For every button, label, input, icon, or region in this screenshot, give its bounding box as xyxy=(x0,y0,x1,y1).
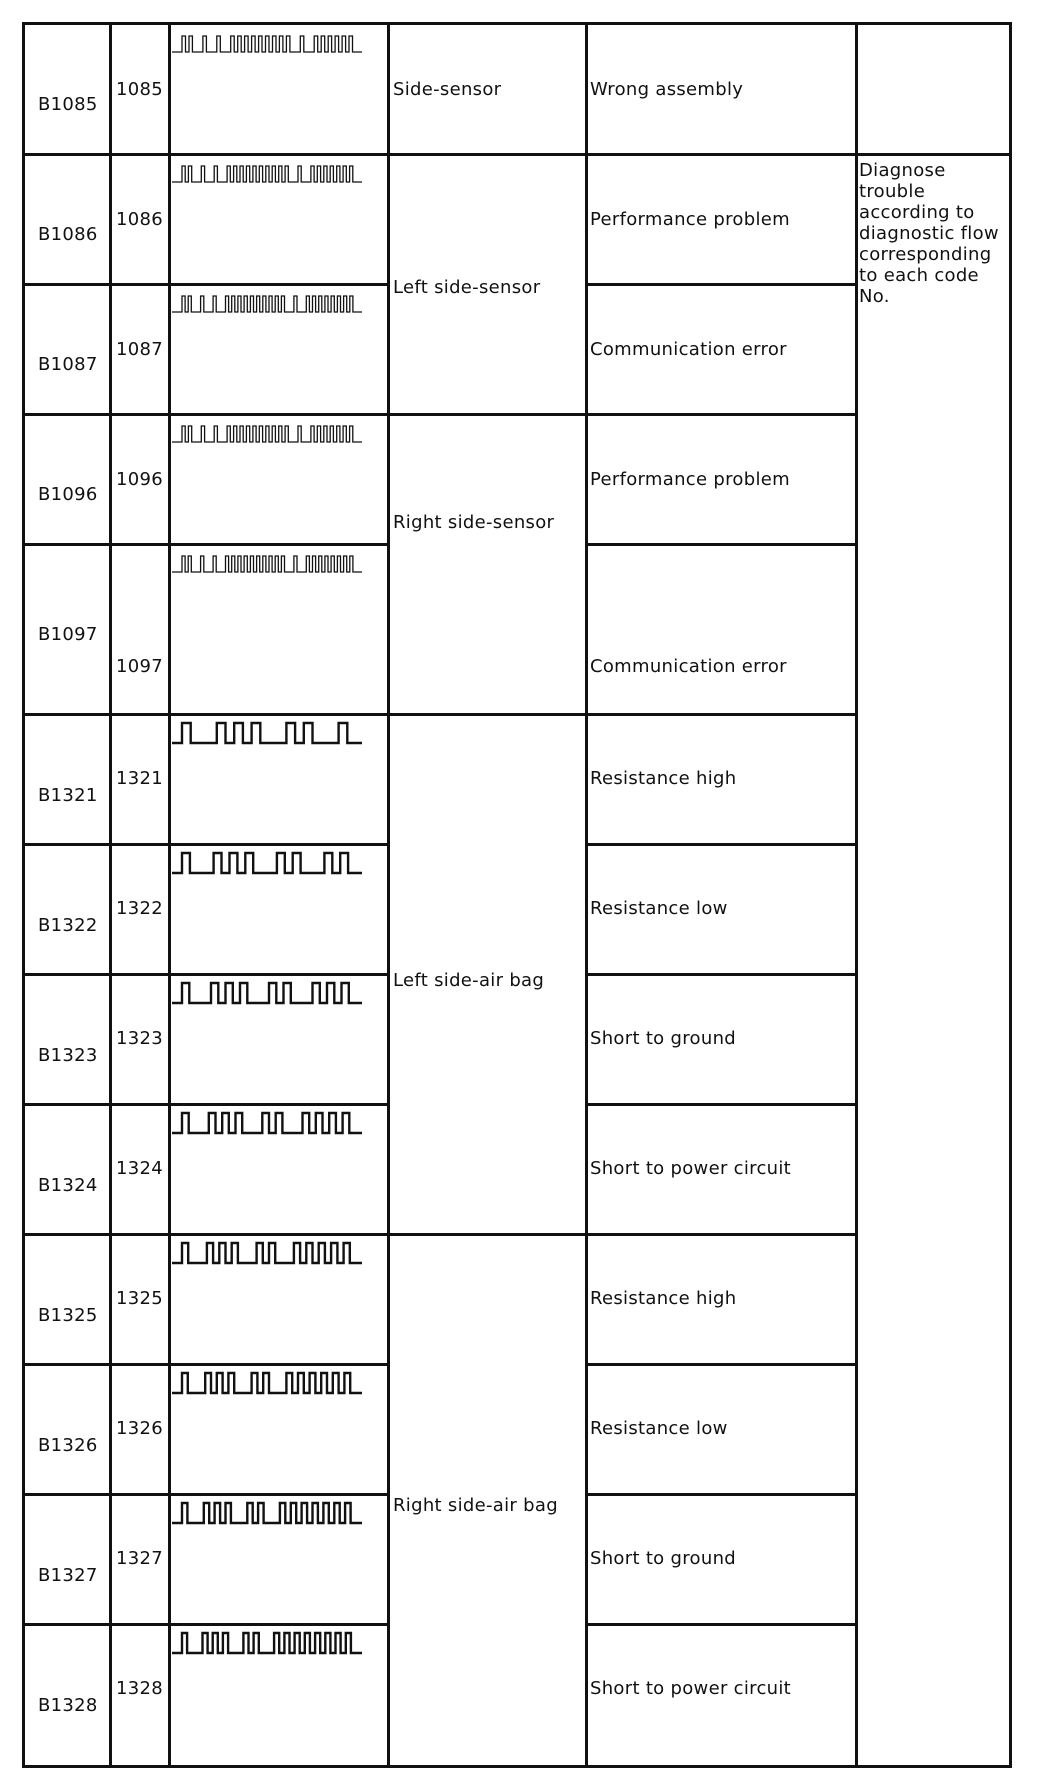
code-cell: 1086 xyxy=(116,209,164,230)
blink-pattern xyxy=(172,34,362,54)
row-divider xyxy=(585,973,858,976)
code-cell: 1322 xyxy=(116,898,164,919)
pulse-train xyxy=(172,296,362,312)
pulse-train xyxy=(172,983,362,1003)
dtc-cell: B1327 xyxy=(38,1565,98,1586)
description-cell: Short to power circuit xyxy=(590,1158,792,1179)
item-cell: Right side-air bag xyxy=(393,1495,558,1516)
blink-pattern xyxy=(172,1371,362,1395)
blink-pattern xyxy=(172,721,362,745)
row-divider xyxy=(22,843,388,846)
row-divider xyxy=(22,543,388,546)
pulse-train xyxy=(172,723,362,743)
blink-pattern xyxy=(172,554,362,574)
item-cell: Left side-air bag xyxy=(393,970,545,991)
dtc-cell: B1096 xyxy=(38,484,98,505)
row-divider xyxy=(585,1103,858,1106)
blink-pattern xyxy=(172,164,362,184)
description-cell: Wrong assembly xyxy=(590,79,744,100)
pulse-train xyxy=(172,166,362,182)
blink-pattern xyxy=(172,1111,362,1135)
description-cell: Resistance low xyxy=(590,898,728,919)
description-cell: Performance problem xyxy=(590,209,790,230)
description-cell: Short to ground xyxy=(590,1028,737,1049)
row-divider xyxy=(585,1493,858,1496)
description-cell: Communication error xyxy=(590,339,787,360)
row-divider xyxy=(22,1623,388,1626)
dtc-cell: B1086 xyxy=(38,224,98,245)
code-cell: 1324 xyxy=(116,1158,164,1179)
table-border xyxy=(1009,22,1012,1768)
description-cell: Resistance high xyxy=(590,768,737,789)
row-divider xyxy=(585,843,858,846)
blink-pattern xyxy=(172,424,362,444)
code-cell: 1328 xyxy=(116,1678,164,1699)
pulse-train xyxy=(172,1113,362,1133)
row-divider xyxy=(585,1363,858,1366)
code-cell: 1326 xyxy=(116,1418,164,1439)
row-divider xyxy=(22,713,858,716)
pulse-train xyxy=(172,1243,362,1263)
blink-pattern xyxy=(172,294,362,314)
row-divider xyxy=(22,153,1012,156)
description-cell: Short to power circuit xyxy=(590,1678,792,1699)
blink-pattern xyxy=(172,981,362,1005)
blink-pattern xyxy=(172,1501,362,1525)
dtc-cell: B1097 xyxy=(38,624,98,645)
row-divider xyxy=(22,973,388,976)
code-cell: 1321 xyxy=(116,768,164,789)
item-cell: Side-sensor xyxy=(393,79,502,100)
dtc-cell: B1325 xyxy=(38,1305,98,1326)
code-cell: 1085 xyxy=(116,79,164,100)
dtc-cell: B1323 xyxy=(38,1045,98,1066)
dtc-cell: B1087 xyxy=(38,354,98,375)
dtc-cell: B1321 xyxy=(38,785,98,806)
pulse-train xyxy=(172,426,362,442)
blink-pattern xyxy=(172,1631,362,1655)
pulse-train xyxy=(172,1633,362,1653)
dtc-cell: B1085 xyxy=(38,94,98,115)
description-cell: Communication error xyxy=(590,656,787,677)
code-cell: 1323 xyxy=(116,1028,164,1049)
pulse-train xyxy=(172,36,362,52)
description-cell: Short to ground xyxy=(590,1548,737,1569)
dtc-cell: B1324 xyxy=(38,1175,98,1196)
description-cell: Resistance high xyxy=(590,1288,737,1309)
description-cell: Resistance low xyxy=(590,1418,728,1439)
row-divider xyxy=(585,1623,858,1626)
item-cell: Right side-sensor xyxy=(393,512,555,533)
dtc-cell: B1322 xyxy=(38,915,98,936)
code-cell: 1096 xyxy=(116,469,164,490)
diagnosis-note: Diagnose trouble according to diagnostic flow corresponding to each code No. xyxy=(859,160,999,307)
description-cell: Performance problem xyxy=(590,469,790,490)
pulse-train xyxy=(172,556,362,572)
row-divider xyxy=(22,1103,388,1106)
dtc-cell: B1328 xyxy=(38,1695,98,1716)
row-divider xyxy=(585,543,858,546)
code-cell: 1097 xyxy=(116,656,164,677)
blink-pattern xyxy=(172,1241,362,1265)
pulse-train xyxy=(172,853,362,873)
code-cell: 1327 xyxy=(116,1548,164,1569)
code-cell: 1325 xyxy=(116,1288,164,1309)
row-divider xyxy=(22,1493,388,1496)
row-divider xyxy=(22,283,388,286)
item-cell: Left side-sensor xyxy=(393,277,541,298)
row-divider xyxy=(585,283,858,286)
blink-pattern xyxy=(172,851,362,875)
row-divider xyxy=(22,413,858,416)
pulse-train xyxy=(172,1373,362,1393)
row-divider xyxy=(22,1363,388,1366)
code-cell: 1087 xyxy=(116,339,164,360)
row-divider xyxy=(22,1233,858,1236)
dtc-cell: B1326 xyxy=(38,1435,98,1456)
pulse-train xyxy=(172,1503,362,1523)
